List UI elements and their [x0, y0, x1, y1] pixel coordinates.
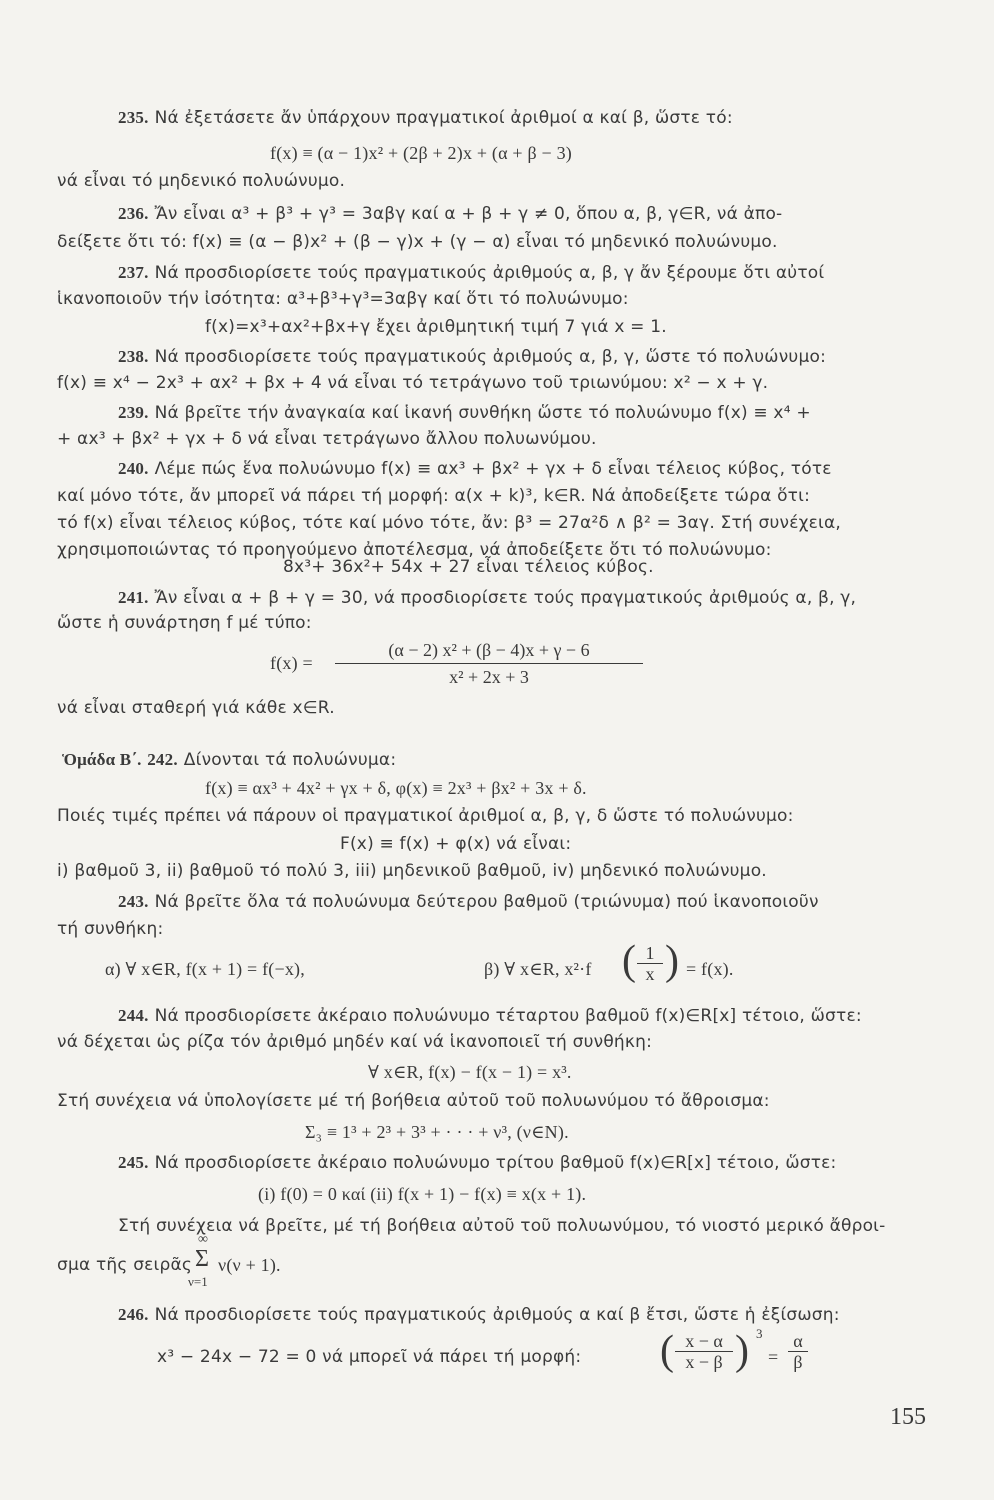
- exponent: 3: [756, 1326, 763, 1341]
- left-paren: (: [660, 1328, 674, 1374]
- condition-a: α) ∀ x∈R, f(x + 1) = f(−x),: [105, 959, 305, 979]
- right-paren: ): [665, 938, 679, 984]
- exercise-text: Νά προσδιορίσετε ἀκέραιο πολυώνυμο τέταρτου βαθμοῦ f(x)∈R[x] τέτοιο, ὥστε:: [154, 1006, 862, 1026]
- exercise-number: 243.: [118, 892, 149, 911]
- exercise-235-text2: νά εἶναι τό μηδενικό πολυώνυμο.: [57, 171, 346, 191]
- left-paren: (: [622, 938, 636, 984]
- exercise-text: Ἄν εἶναι α³ + β³ + γ³ = 3αβγ καί α + β + γ ≠ 0, ὅπου α, β, γ∈R, νά ἀπο-: [154, 204, 783, 224]
- exercise-240-line3: τό f(x) εἶναι τέλειος κύβος, τότε καί μόνο τότε, ἄν: β³ = 27α²δ ∧ β² = 3αγ. Στή συνέχεια,: [57, 513, 841, 533]
- exercise-238-line2: f(x) ≡ x⁴ − 2x³ + αx² + βx + 4 νά εἶναι τό τετράγωνο τοῦ τριωνύμου: x² − x + γ.: [57, 373, 769, 393]
- exercise-244: [118, 1005, 862, 1027]
- exercise-245-line4-post: ν(ν + 1).: [218, 1255, 281, 1275]
- fraction-bar: [335, 663, 643, 664]
- exercise-245: [118, 1152, 836, 1174]
- exercise-number: 244.: [118, 1006, 149, 1025]
- exercise-number: 245.: [118, 1153, 149, 1172]
- fraction-alpha-over-beta: [788, 1332, 808, 1371]
- fraction-numerator: α: [793, 1331, 803, 1351]
- exercise-245-line3: Στή συνέχεια νά βρεῖτε, μέ τή βοήθεια αὐτοῦ τοῦ πολυωνύμου, τό νιοστό μερικό ἄθροι-: [118, 1216, 886, 1236]
- group-heading: Ὁμάδα Β΄.: [62, 750, 142, 769]
- fraction-denominator: x − β: [685, 1352, 723, 1372]
- exercise-240: [118, 458, 832, 480]
- fraction-x-alpha-over-x-beta: [675, 1332, 733, 1371]
- condition-b-post: = f(x).: [686, 959, 734, 979]
- sigma-icon: Σ: [195, 1246, 209, 1272]
- exercise-number: 239.: [118, 403, 149, 422]
- exercise-245-line4-pre: σμα τῆς σειρᾶς: [57, 1255, 193, 1275]
- equals-sign: =: [768, 1347, 779, 1367]
- exercise-number: 236.: [118, 204, 149, 223]
- exercise-237-line2: ἱκανοποιοῦν τήν ἰσότητα: α³+β³+γ³=3αβγ καί ὅτι τό πολυώνυμο:: [57, 289, 629, 309]
- condition-b-pre: β) ∀ x∈R, x²·f: [484, 959, 592, 979]
- exercise-242-line5: i) βαθμοῦ 3, ii) βαθμοῦ τό πολύ 3, iii) μηδενικοῦ βαθμοῦ, iv) μηδενικό πολυώνυμο.: [57, 861, 767, 881]
- exercise-246: [118, 1304, 840, 1326]
- fraction: [335, 638, 643, 689]
- exercise-number: 235.: [118, 108, 149, 127]
- exercise-242-line3: Ποιές τιμές πρέπει νά πάρουν οἱ πραγματικοί ἀριθμοί α, β, γ, δ ὥστε τό πολυώνυμο:: [57, 806, 794, 826]
- fraction-denominator: β: [793, 1352, 803, 1372]
- exercise-240-line2: καί μόνο τότε, ἄν μπορεῖ νά πάρει τή μορφή: α(x + k)³, k∈R. Νά ἀποδείξετε τώρα ὅτι:: [57, 486, 810, 506]
- exercise-241: [118, 587, 856, 609]
- fraction-numerator: x − α: [685, 1331, 723, 1351]
- exercise-text: Ἄν εἶναι α + β + γ = 30, νά προσδιορίσετε τούς πραγματικούς ἀριθμούς α, β, γ,: [154, 588, 857, 608]
- exercise-235: [118, 107, 733, 129]
- exercise-242-line2: f(x) ≡ αx³ + 4x² + γx + δ, φ(x) ≡ 2x³ + βx² + 3x + δ.: [205, 778, 587, 798]
- exercise-240-line5: 8x³+ 36x²+ 54x + 27 εἶναι τέλειος κύβος.: [283, 557, 654, 577]
- exercise-239-line2: + αx³ + βx² + γx + δ νά εἶναι τετράγωνο ἄλλου πολυωνύμου.: [57, 429, 597, 449]
- exercise-238: [118, 346, 826, 368]
- page-number: 155: [890, 1404, 926, 1430]
- exercise-237: [118, 262, 824, 284]
- exercise-number: 246.: [118, 1305, 149, 1324]
- exercise-text: Νά προσδιορίσετε ἀκέραιο πολυώνυμο τρίτου βαθμοῦ f(x)∈R[x] τέτοιο, ὥστε:: [154, 1153, 837, 1173]
- exercise-number: 238.: [118, 347, 149, 366]
- fraction-lhs: f(x) =: [270, 653, 313, 673]
- exercise-240-line4: χρησιμοποιώντας τό προηγούμενο ἀποτέλεσμα, νά ἀποδείξετε ὅτι τό πολυώνυμο:: [57, 540, 772, 560]
- exercise-number: 237.: [118, 263, 149, 282]
- exercise-242: [62, 749, 396, 771]
- exercise-241-line3: νά εἶναι σταθερή γιά κάθε x∈R.: [57, 698, 335, 718]
- exercise-243: [118, 891, 819, 913]
- fraction-denominator: x² + 2x + 3: [449, 667, 529, 687]
- exercise-text: Νά προσδιορίσετε τούς πραγματικούς ἀριθμούς α, β, γ ἄν ξέρουμε ὅτι αὐτοί: [154, 263, 825, 283]
- exercise-text: Νά βρεῖτε ὅλα τά πολυώνυμα δεύτερου βαθμοῦ (τριώνυμα) πού ἱκανοποιοῦν: [154, 892, 819, 912]
- exercise-text: Νά βρεῖτε τήν ἀναγκαία καί ἱκανή συνθήκη ὥστε τό πολυώνυμο f(x) ≡ x⁴ +: [154, 403, 811, 423]
- exercise-244-line4: Στή συνέχεια νά ὑπολογίσετε μέ τή βοήθεια αὐτοῦ τοῦ πολυωνύμου τό ἄθροισμα:: [57, 1091, 770, 1111]
- exercise-244-line5: Σ₃ ≡ 1³ + 2³ + 3³ + · · · + ν³, (ν∈N).: [305, 1122, 569, 1142]
- exercise-text: Νά προσδιορίσετε τούς πραγματικούς ἀριθμούς α, β, γ, ὥστε τό πολυώνυμο:: [154, 347, 827, 367]
- exercise-text: Λέμε πώς ἕνα πολυώνυμο f(x) ≡ αx³ + βx² + γx + δ εἶναι τέλειος κύβος, τότε: [154, 459, 832, 479]
- exercise-244-line3: ∀ x∈R, f(x) − f(x − 1) = x³.: [368, 1062, 572, 1082]
- fraction-numerator: 1: [645, 943, 655, 963]
- exercise-text: Δίνονται τά πολυώνυμα:: [183, 750, 397, 770]
- exercise-242-line4: F(x) ≡ f(x) + φ(x) νά εἶναι:: [340, 834, 572, 854]
- exercise-235-formula: f(x) ≡ (α − 1)x² + (2β + 2)x + (α + β − 3): [270, 143, 572, 163]
- sum-lower-limit: ν=1: [188, 1274, 208, 1289]
- exercise-236-line2: δείξετε ὅτι τό: f(x) ≡ (α − β)x² + (β − γ)x + (γ − α) εἶναι τό μηδενικό πολυώνυμο.: [57, 232, 778, 252]
- fraction-denominator: x: [645, 964, 655, 984]
- exercise-239: [118, 402, 811, 424]
- exercise-236: [118, 203, 782, 225]
- right-paren: ): [735, 1328, 749, 1374]
- sum-upper-limit: ∞: [198, 1232, 208, 1247]
- exercise-text: Νά ἐξετάσετε ἄν ὑπάρχουν πραγματικοί ἀριθμοί α καί β, ὥστε τό:: [154, 108, 733, 128]
- exercise-number: 242.: [147, 750, 178, 769]
- exercise-text: Νά προσδιορίσετε τούς πραγματικούς ἀριθμούς α καί β ἔτσι, ὥστε ἡ ἐξίσωση:: [154, 1305, 840, 1325]
- exercise-241-line2: ὥστε ἡ συνάρτηση f μέ τύπο:: [57, 613, 312, 633]
- exercise-243-line2: τή συνθήκη:: [57, 919, 164, 939]
- exercise-246-line2: x³ − 24x − 72 = 0 νά μπορεῖ νά πάρει τή μορφή:: [157, 1347, 582, 1367]
- exercise-number: 240.: [118, 459, 149, 478]
- fraction-one-over-x: [637, 944, 663, 983]
- exercise-237-line3: f(x)=x³+αx²+βx+γ ἔχει ἀριθμητική τιμή 7 γιά x = 1.: [205, 317, 667, 337]
- exercise-244-line2: νά δέχεται ὡς ρίζα τόν ἀριθμό μηδέν καί νά ἱκανοποιεῖ τή συνθήκη:: [57, 1032, 653, 1052]
- exercise-245-line2: (i) f(0) = 0 καί (ii) f(x + 1) − f(x) ≡ x(x + 1).: [258, 1184, 587, 1204]
- fraction-numerator: (α − 2) x² + (β − 4)x + γ − 6: [388, 640, 590, 660]
- exercise-number: 241.: [118, 588, 149, 607]
